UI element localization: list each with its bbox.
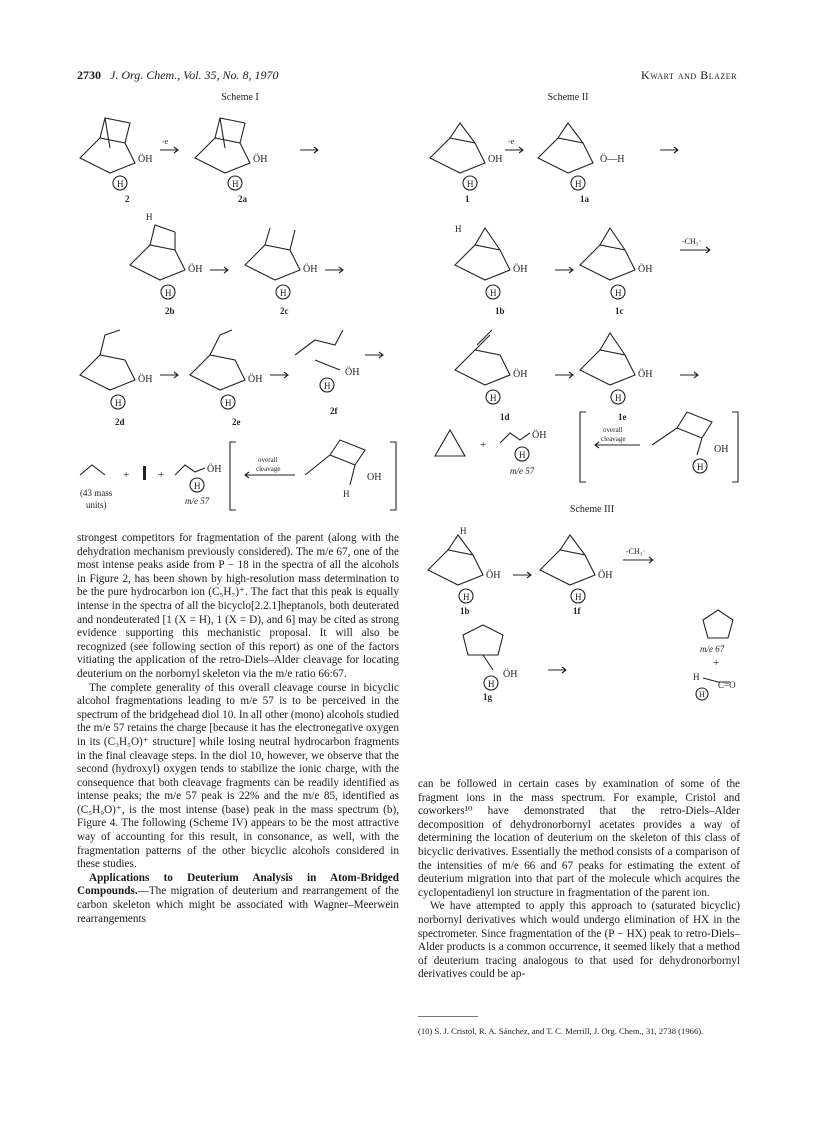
bicyclic-diol-1	[305, 440, 381, 499]
structure-2	[80, 118, 152, 190]
scheme3-title: Scheme III	[569, 504, 615, 515]
svg-text:ÖH: ÖH	[188, 264, 203, 275]
page-number: 2730	[77, 68, 101, 82]
svg-text:H: H	[280, 288, 287, 298]
svg-text:H: H	[455, 224, 462, 234]
structure-2a	[195, 118, 267, 190]
mass-note-2: units)	[86, 500, 107, 510]
paragraph-2: The complete generality of this overall cleavage course in bicyclic alcohol fragmentations leading to m/e 57 is to be perceived in the spectrum of the bridgehead diol 10. In all other (mono) alcohols studied the m/e 57 retains the charge [because it has the electronegative oxygen in its (C₃H₅O)⁺ structure] while losing neutral hydrocarbon fragments in the final cleavage steps. In the diol 10, however, we observe that the second (hydroxyl) oxygen tends to stabilize the ionic charge, with the consequence that both cleavage fragments can be readily identified as intense peaks; the m/e 57 peak is 22% and the m/e 85, identified as (C₅H₉O)⁺, is the most intense (base) peak in the mass spectrum (b), Figure 4. The following (Scheme IV) appears to be the most attractive way of accounting for this result, in consonance, as well, with the fragmentation patterns of the other bicyclic alcohols considered in these studies.	[77, 681, 399, 871]
svg-text:+: +	[158, 469, 165, 481]
structure-2f	[295, 330, 359, 392]
label-1f: 1f	[573, 606, 581, 616]
label-1d: 1d	[500, 412, 510, 422]
acrolein-ion-1	[175, 463, 221, 492]
author-names: Kwart and Blazer	[641, 68, 737, 82]
paragraph-1: strongest competitors for fragmentation of the parent (along with the dehydration mechanism previously considered). The m/e 67, one of the most intense peaks aside from P − 18 in the spectra of all the alcohols in Figure 2, has been shown by high-resolution mass determination to be the pure hydrocarbon ion (C₅H₇)⁺. The fact that this peak is equally intense in the spectra of all the bicyclo[2.2.1]heptanols, both deuterated and nondeuterated [1 (X = H), 1 (X = D), and 6] may be cited as strong evidence supporting this mechanistic proposal. It will also be recognized (see following section of this report) as one of the factors vitiating the application of the retro-Diels–Alder cleavage for locating deuterium on the norbornyl skeleton via the m/e ratio 66:67.	[77, 532, 399, 680]
svg-text:H: H	[519, 450, 526, 460]
paragraph-4: can be followed in certain cases by examination of some of the fragment ions in the mass spectrum. For example, Cristol and coworkers¹⁰ have demonstrated that the retro-Diels–Alder decomposition of dehydronorbornyl acetates provides a way of determining the location of deuterium on the skeleton of this class of bicyclic derivatives. Essentially the method consists of a comparison of the intensities of m/e 66 and 67 peaks for estimating the extent of deuterium migration into that part of the molecule which acquires the cyclopentadienyl ion structure in fragmentation of the parent ion.	[418, 778, 740, 899]
footnote-10: (10) S. J. Cristol, R. A. Sánchez, and T. C. Merrill, J. Org. Chem., 31, 2738 (1966).	[418, 1026, 704, 1036]
svg-text:+: +	[123, 469, 130, 481]
svg-text:ÖH: ÖH	[253, 154, 268, 165]
cleavage-2: cleavage	[601, 435, 626, 443]
structure-1f	[540, 535, 612, 603]
svg-text:H: H	[460, 526, 467, 536]
running-header	[77, 68, 737, 86]
cyclopropene	[435, 430, 465, 456]
svg-text:H: H	[165, 288, 172, 298]
svg-text:H: H	[697, 462, 704, 472]
mz67: m/e 67	[700, 644, 725, 654]
right-column	[418, 778, 740, 982]
label-1a: 1a	[580, 194, 589, 204]
svg-text:ÖH: ÖH	[248, 374, 263, 385]
svg-text:H: H	[490, 393, 497, 403]
cyclopentenyl	[703, 610, 733, 638]
svg-text:H: H	[117, 179, 124, 189]
svg-text:OH: OH	[714, 444, 729, 455]
svg-text:H: H	[575, 179, 582, 189]
svg-text:ÖH: ÖH	[207, 464, 222, 475]
label-1: 1	[465, 194, 470, 204]
svg-text:ÖH: ÖH	[303, 264, 318, 275]
bracket-left-2	[580, 412, 586, 482]
svg-text:+: +	[713, 657, 720, 669]
bracket-right	[390, 442, 396, 510]
svg-text:H: H	[575, 592, 582, 602]
svg-text:Ö—H: Ö—H	[600, 154, 625, 165]
structure-2e	[190, 330, 262, 409]
mass-note-1: (43 mass	[80, 488, 113, 498]
svg-text:ÖH: ÖH	[503, 669, 518, 680]
label-1c: 1c	[615, 306, 624, 316]
svg-text:ÖH: ÖH	[345, 367, 360, 378]
section-heading-body: —The migration of deuterium and rearrangement of the carbon skeleton which might be associated with Wagner–Meerwein rearrangements	[77, 885, 399, 925]
paragraph-3	[77, 872, 399, 926]
structure-1a	[538, 123, 624, 190]
structure-1c	[580, 228, 652, 299]
svg-text:H: H	[115, 398, 122, 408]
schemes-figure	[60, 90, 760, 520]
label-2f: 2f	[330, 406, 338, 416]
structure-1b	[455, 224, 527, 299]
svg-text:H: H	[615, 393, 622, 403]
bracket-left	[230, 442, 236, 510]
structure-2d	[80, 330, 152, 409]
scheme2-title: Scheme II	[547, 92, 589, 103]
svg-text:H: H	[324, 381, 331, 391]
svg-text:OH: OH	[488, 154, 503, 165]
svg-text:ÖH: ÖH	[598, 570, 613, 581]
svg-text:ÖH: ÖH	[532, 430, 547, 441]
svg-text:H: H	[146, 212, 153, 222]
footnote-rule	[418, 1016, 478, 1017]
svg-text:H: H	[463, 592, 470, 602]
label-2a: 2a	[238, 194, 247, 204]
structure-1d	[455, 330, 527, 404]
paragraph-5: We have attempted to apply this approach to (saturated bicyclic) norbornyl derivatives which would undergo elimination of HX in the spectrometer. Since fragmentation of the (P − HX) peak to retro-Diels–Alder products is a common occurrence, it seemed likely that a method of deuterium tracing analogous to that used for dehydronorbornyl derivatives could be ap-	[418, 900, 740, 981]
overall-1: overall	[258, 456, 278, 464]
svg-text:H: H	[467, 179, 474, 189]
scheme3-figure	[418, 520, 758, 705]
svg-text:ÖH: ÖH	[513, 369, 528, 380]
label-2e: 2e	[232, 417, 241, 427]
structure-1g	[463, 625, 517, 690]
svg-text:H: H	[615, 288, 622, 298]
svg-text:ÖH: ÖH	[638, 264, 653, 275]
svg-text:ÖH: ÖH	[486, 570, 501, 581]
svg-text:ÖH: ÖH	[138, 374, 153, 385]
label-1b-s3: 1b	[460, 606, 470, 616]
acrolein-ion-2	[500, 429, 546, 461]
journal-citation: J. Org. Chem., Vol. 35, No. 8, 1970	[110, 68, 279, 82]
section-heading: Applications to Deuterium Analysis in Atom-Bridged Compounds.	[77, 871, 399, 898]
label-1b: 1b	[495, 306, 505, 316]
structure-1e	[580, 333, 652, 404]
label-2: 2	[125, 194, 130, 204]
label-2c: 2c	[280, 306, 289, 316]
propyl-fragment	[80, 465, 105, 475]
structure-1b-s3	[428, 526, 500, 603]
svg-text:H: H	[693, 672, 700, 682]
svg-text:H: H	[488, 679, 495, 689]
left-column	[77, 532, 399, 926]
ethylene-fragment	[143, 466, 146, 480]
mz57-right: m/e 57	[510, 466, 535, 476]
svg-text:+: +	[480, 439, 487, 451]
svg-text:ÖH: ÖH	[638, 369, 653, 380]
svg-text:H: H	[699, 690, 705, 699]
cleavage-1: cleavage	[256, 465, 281, 473]
svg-text:ÖH: ÖH	[138, 154, 153, 165]
bicyclic-diol-2	[652, 412, 728, 473]
svg-text:ÖH: ÖH	[513, 264, 528, 275]
scheme1-title: Scheme I	[221, 92, 259, 103]
label-2d: 2d	[115, 417, 125, 427]
mz57-left: m/e 57	[185, 496, 210, 506]
overall-2: overall	[603, 426, 623, 434]
structure-1	[430, 123, 502, 190]
structure-2b	[130, 212, 202, 299]
svg-text:H: H	[194, 481, 201, 491]
structure-2c	[245, 228, 317, 299]
loss-e-1: -e	[162, 137, 169, 146]
svg-text:C=O: C=O	[718, 680, 736, 690]
bracket-right-2	[732, 412, 738, 482]
ch3-loss-2: -CH₃·	[682, 237, 702, 246]
loss-e-2: -e	[508, 137, 515, 146]
svg-text:H: H	[343, 489, 350, 499]
svg-text:OH: OH	[367, 472, 382, 483]
label-1g: 1g	[483, 692, 492, 702]
label-2b: 2b	[165, 306, 175, 316]
svg-text:H: H	[232, 179, 239, 189]
ch3-loss-3: -CH₃·	[626, 547, 646, 556]
svg-text:H: H	[490, 288, 497, 298]
svg-text:H: H	[225, 398, 232, 408]
label-1e: 1e	[618, 412, 627, 422]
